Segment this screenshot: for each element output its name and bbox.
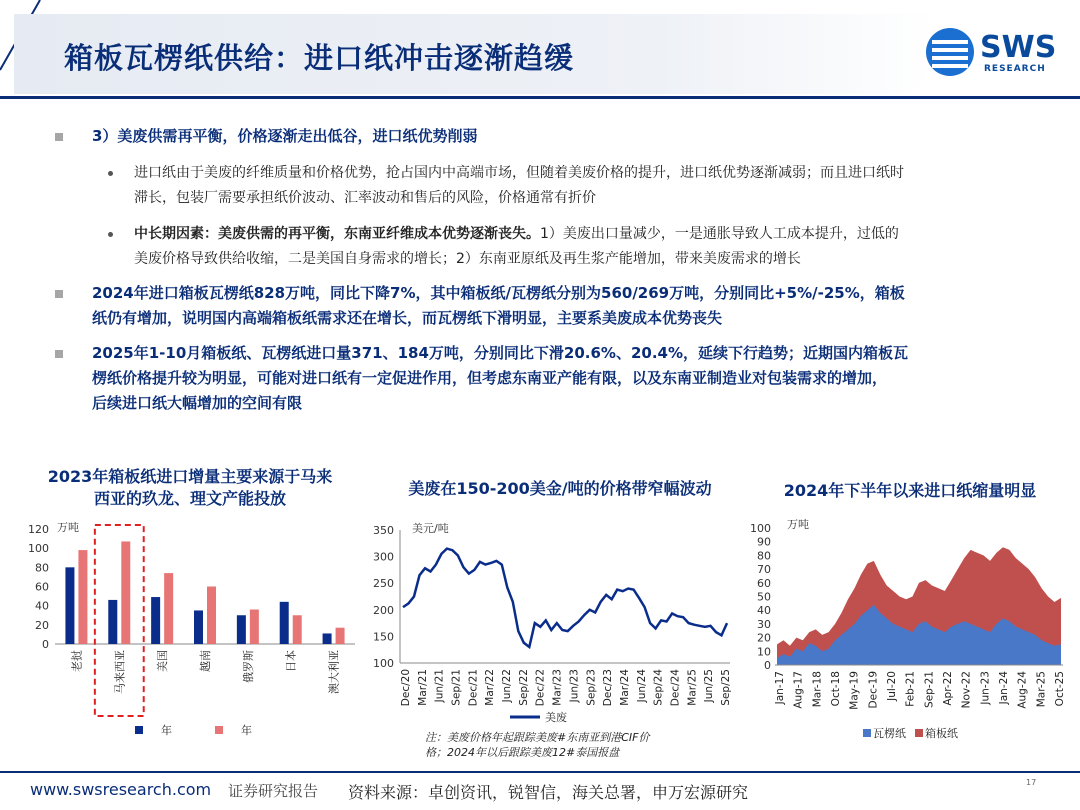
point-3-line-2: 楞纸价格提升较为明显，可能对进口纸有一定促进作用，但考虑东南亚产能有限，以及东南亚制造业对包装需求的增加， [92,369,888,387]
y-tick-label: 250 [373,577,394,591]
y-unit-label: 美元/吨 [412,522,449,535]
legend-label-2: 年 [241,724,252,737]
page-title: 箱板瓦楞纸供给：进口纸冲击逐渐趋缓 [64,41,575,75]
y-tick-label: 80 [35,561,49,575]
x-tick-label: Jan-17 [774,671,786,705]
note-line-1: 注：美废价格年起跟踪美废#东南亚到港CIF价 [425,731,650,744]
x-tick-label: 老挝 [70,650,84,672]
bar-series-1-5 [280,602,289,644]
x-tick-label: Aug-17 [792,671,805,709]
x-tick-label: Dec/22 [534,669,547,707]
legend-label-2: 箱板纸 [925,727,958,740]
footer-report-label: 证券研究报告 [228,782,319,800]
x-tick-label: Mar/22 [484,669,497,706]
y-tick-label: 40 [757,604,771,618]
x-tick-label: Jun-23 [979,671,992,705]
y-tick-label: 120 [28,523,49,536]
legend-swatch-2 [215,726,223,734]
bullet-dot-icon [108,171,113,176]
y-tick-label: 70 [757,563,771,577]
y-tick-label: 100 [750,522,771,535]
x-tick-label: 美国 [156,650,170,672]
x-tick-label: Dec/24 [669,669,682,707]
x-tick-label: Aug-24 [1016,671,1029,709]
bar-series-2-1 [121,541,130,644]
bar-series-2-3 [207,587,216,645]
legend-label-1: 年 [161,724,172,737]
x-tick-label: Jun/21 [433,669,446,703]
bar-series-1-0 [65,567,74,644]
y-tick-label: 0 [764,659,771,672]
x-tick-label: Sep/25 [720,669,732,706]
header [0,0,1080,98]
bar-series-1-3 [194,610,203,644]
legend-swatch-1 [135,726,143,734]
x-tick-label: 日本 [284,650,298,672]
x-tick-label: Mar/23 [551,669,564,706]
bar-series-2-5 [293,615,302,644]
legend-swatch-1 [863,729,871,737]
header-rule [0,96,1080,99]
bar-series-1-2 [151,597,160,644]
bar-series-2-4 [250,610,259,645]
x-tick-label: Jun/22 [501,669,514,703]
y-tick-label: 90 [757,535,771,549]
bar-series-1-4 [237,615,246,644]
y-unit-label: 万吨 [57,521,79,534]
x-tick-label: Oct-25 [1054,671,1066,707]
y-tick-label: 100 [28,542,49,556]
chart-2-title: 美废在150-200美金/吨的价格带窄幅波动 [408,479,712,498]
bullet-dot-icon [108,232,113,237]
footer-rule [0,771,1080,773]
note-line-2: 格；2024年以后跟踪美废12#泰国报盘 [425,746,620,759]
point-2-line-1: 2024年进口箱板瓦楞纸828万吨，同比下降7%，其中箱板纸/瓦楞纸分别为560/269万吨，分别同比+5%/-25%，箱板 [92,284,905,302]
x-tick-label: Jun/23 [568,669,581,703]
x-tick-label: 澳大利亚 [327,650,341,694]
x-tick-label: Jan-24 [998,671,1010,705]
chart-2-line [365,515,740,730]
legend-label-1: 瓦楞纸 [873,727,906,740]
x-tick-label: Sep/22 [517,669,530,706]
x-tick-label: Sep-21 [923,671,936,708]
y-tick-label: 60 [35,580,49,594]
x-tick-label: Mar/21 [416,669,429,706]
point-1a-line-2: 滞长，包装厂需要承担纸价波动、汇率波动和售后的风险，价格通常有折价 [134,190,596,206]
bar-series-2-0 [78,550,87,644]
bullet-square-icon [55,133,63,141]
y-tick-label: 60 [757,576,771,590]
series-line [403,549,727,647]
legend-label: 美废 [545,711,567,724]
x-tick-label: Feb-21 [904,671,917,707]
chart-1-bar [15,515,360,770]
y-tick-label: 100 [373,657,394,670]
x-tick-label: Sep/21 [450,669,463,706]
point-3-line-3: 后续进口纸大幅增加的空间有限 [92,394,303,412]
bullet-square-icon [55,290,63,298]
x-tick-label: Dec-19 [867,671,880,709]
x-tick-label: Oct-18 [830,671,842,707]
y-tick-label: 150 [373,630,394,644]
x-tick-label: May-19 [848,671,861,710]
x-tick-label: Dec/23 [602,669,615,707]
bar-series-2-2 [164,573,173,644]
x-tick-label: Jul-20 [886,671,898,701]
point-1b-line-1 [134,222,899,247]
x-tick-label: Mar/25 [686,669,699,706]
y-tick-label: 40 [35,599,49,613]
x-tick-label: Mar/24 [618,669,631,706]
bullet-square-icon [55,350,63,358]
x-tick-label: Mar-25 [1035,671,1048,708]
y-tick-label: 20 [35,618,49,632]
x-tick-label: Dec/20 [400,669,412,707]
point-1b-rest: 1）美废出口量减少，一是通胀导致人工成本提升，过低的 [540,226,899,242]
chart-2-note [425,730,649,760]
chart-1-title [20,466,360,510]
logo-text: SWS [980,30,1057,65]
y-tick-label: 350 [373,524,394,537]
y-tick-label: 300 [373,550,394,564]
logo-subtext: RESEARCH [984,64,1046,74]
page-number: 17 [1026,778,1037,787]
x-tick-label: Sep/23 [585,669,598,706]
footer-url-link[interactable]: www.swsresearch.com [30,780,212,799]
chart-1-title-line-2: 西亚的玖龙、理文产能投放 [93,489,286,508]
point-1b-bold: 中长期因素：美废供需的再平衡，东南亚纤维成本优势逐渐丧失。 [134,226,540,242]
y-unit-label: 万吨 [787,518,809,531]
x-tick-label: Sep/24 [652,669,665,706]
legend-swatch-2 [915,729,923,737]
chart-3-area [745,512,1080,747]
chart-1-title-line-1: 2023年箱板纸进口增量主要来源于马来 [47,467,333,486]
bar-series-1-1 [108,600,117,644]
x-tick-label: Jun/25 [703,669,716,703]
point-2-line-2: 纸仍有增加，说明国内高端箱板纸需求还在增长，而瓦楞纸下滑明显，主要系美废成本优势丧失 [92,309,723,327]
bar-series-2-6 [336,628,345,644]
y-tick-label: 50 [757,590,771,604]
y-tick-label: 10 [757,645,771,659]
y-tick-label: 30 [757,617,771,631]
x-tick-label: Nov-22 [960,671,973,709]
x-tick-label: 俄罗斯 [241,650,255,683]
footer-source: 资料来源：卓创资讯，锐智信，海关总署，申万宏源研究 [348,783,749,802]
point-3-line-1: 2025年1-10月箱板纸、瓦楞纸进口量371、184万吨，分别同比下滑20.6%、20.4%，延续下行趋势；近期国内箱板瓦 [92,344,908,362]
x-tick-label: Jun/24 [635,669,648,703]
x-tick-label: 马来西亚 [113,650,127,694]
bar-series-1-6 [323,633,332,644]
x-tick-label: Mar-18 [811,671,824,708]
x-tick-label: Dec/21 [467,669,480,707]
y-tick-label: 80 [757,549,771,563]
point-1b-line-2: 美废价格导致供给收缩，二是美国自身需求的增长；2）东南亚原纸及再生浆产能增加，带来美废需求的增长 [134,251,801,267]
point-1-heading: 3）美废供需再平衡，价格逐渐走出低谷，进口纸优势削弱 [92,127,478,145]
y-tick-label: 200 [373,603,394,617]
x-tick-label: 越南 [199,650,212,672]
y-tick-label: 20 [757,631,771,645]
x-tick-label: Apr-22 [942,671,954,706]
y-tick-label: 0 [42,638,49,651]
point-1a-line-1: 进口纸由于美废的纤维质量和价格优势，抢占国内中高端市场，但随着美废价格的提升，进口纸优势逐渐减弱；而且进口纸时 [134,165,904,181]
chart-3-title: 2024年下半年以来进口纸缩量明显 [783,481,1037,500]
